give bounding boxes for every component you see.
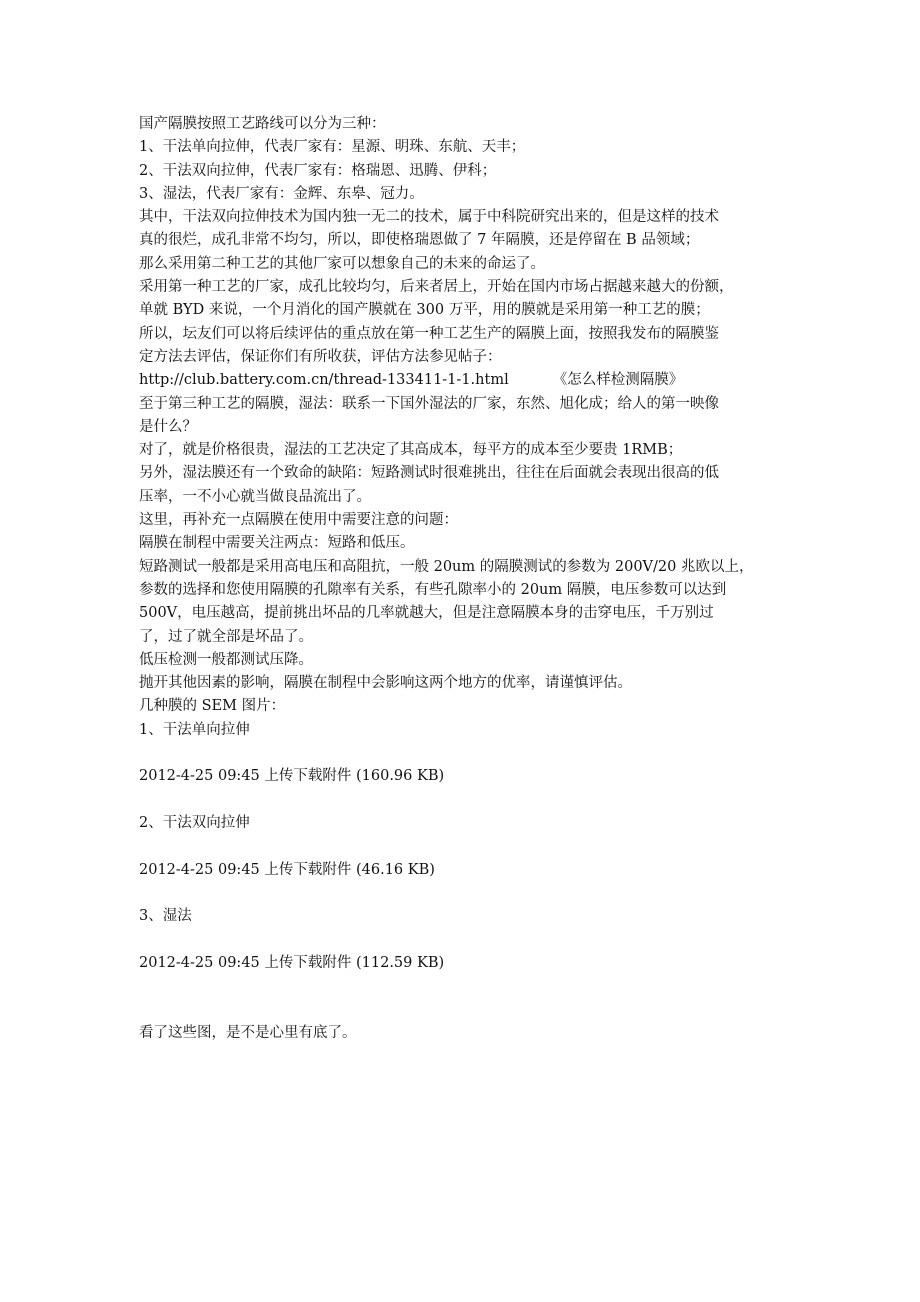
paragraph-line: 低压检测一般都测试压降。 [139, 651, 313, 668]
paragraph-line: 真的很烂，成孔非常不均匀，所以，即使格瑞恩做了 7 年隔膜，还是停留在 B 品领域； [139, 232, 700, 249]
paragraph-line: 另外，湿法膜还有一个致命的缺陷：短路测试时很难挑出，往往在后面就会表现出很高的低 [139, 465, 719, 482]
closing-line: 看了这些图，是不是心里有底了。 [139, 1024, 357, 1041]
sem-label-3: 3、湿法 [139, 908, 192, 925]
sem-label-1: 1、干法单向拉伸 [139, 721, 250, 738]
paragraph-line: 压率，一不小心就当做良品流出了。 [139, 488, 371, 505]
paragraph-line: 是什么？ [139, 418, 197, 435]
intro-heading: 国产隔膜按照工艺路线可以分为三种： [139, 116, 386, 132]
paragraph-line: 采用第一种工艺的厂家，成孔比较均匀，后来者居上，开始在国内市场占据越来越大的份额， [139, 279, 734, 296]
paragraph-line: 抛开其他因素的影响，隔膜在制程中会影响这两个地方的优率，请谨慎评估。 [139, 675, 632, 692]
process-item-1: 1、干法单向拉伸，代表厂家有：星源、明珠、东航、天丰； [139, 139, 526, 156]
paragraph-line: 那么采用第二种工艺的其他厂家可以想象自己的未来的命运了。 [139, 255, 545, 272]
attachment-info-3[interactable]: 2012-4-25 09:45 上传下载附件 (112.59 KB) [139, 954, 445, 971]
document-body [139, 113, 789, 1045]
paragraph-line: 对了，就是价格很贵，湿法的工艺决定了其高成本，每平方的成本至少要贵 1RMB； [139, 442, 683, 459]
reference-title: 《怎么样检测隔膜》 [552, 372, 684, 389]
process-item-2: 2、干法双向拉伸，代表厂家有：格瑞恩、迅腾、伊科； [139, 162, 497, 179]
sem-heading: 几种膜的 SEM 图片： [139, 698, 286, 715]
sem-label-2: 2、干法双向拉伸 [139, 814, 250, 831]
paragraph-line: 隔膜在制程中需要关注两点：短路和低压。 [139, 535, 415, 552]
paragraph-line: 其中，干法双向拉伸技术为国内独一无二的技术，属于中科院研究出来的，但是这样的技术 [139, 209, 719, 226]
reference-url[interactable]: http://club.battery.com.cn/thread-133411-1-1.html [139, 372, 509, 389]
paragraph-line: 参数的选择和您使用隔膜的孔隙率有关系，有些孔隙率小的 20um 隔膜，电压参数可以达到 [139, 581, 727, 598]
paragraph-line: 了，过了就全部是坏品了。 [139, 628, 313, 645]
attachment-info-1[interactable]: 2012-4-25 09:45 上传下载附件 (160.96 KB) [139, 768, 445, 785]
paragraph-line: 500V，电压越高，提前挑出坏品的几率就越大，但是注意隔膜本身的击穿电压，千万别过 [139, 605, 714, 622]
attachment-info-2[interactable]: 2012-4-25 09:45 上传下载附件 (46.16 KB) [139, 861, 435, 878]
paragraph-line: 至于第三种工艺的隔膜，湿法：联系一下国外湿法的厂家，东然、旭化成；给人的第一映像 [139, 395, 719, 412]
paragraph-line: 短路测试一般都是采用高电压和高阻抗，一般 20um 的隔膜测试的参数为 200V/20 兆欧以上， [139, 558, 754, 575]
process-item-3: 3、湿法，代表厂家有：金辉、东皋、冠力。 [139, 185, 424, 202]
paragraph-line: 这里，再补充一点隔膜在使用中需要注意的问题： [139, 512, 458, 529]
paragraph-line: 所以，坛友们可以将后续评估的重点放在第一种工艺生产的隔膜上面，按照我发布的隔膜鉴 [139, 325, 719, 342]
paragraph-line: 定方法去评估，保证你们有所收获，评估方法参见帖子： [139, 348, 502, 365]
paragraph-line: 单就 BYD 来说，一个月消化的国产膜就在 300 万平，用的膜就是采用第一种工艺的膜； [139, 302, 710, 319]
reference-line [139, 369, 789, 392]
